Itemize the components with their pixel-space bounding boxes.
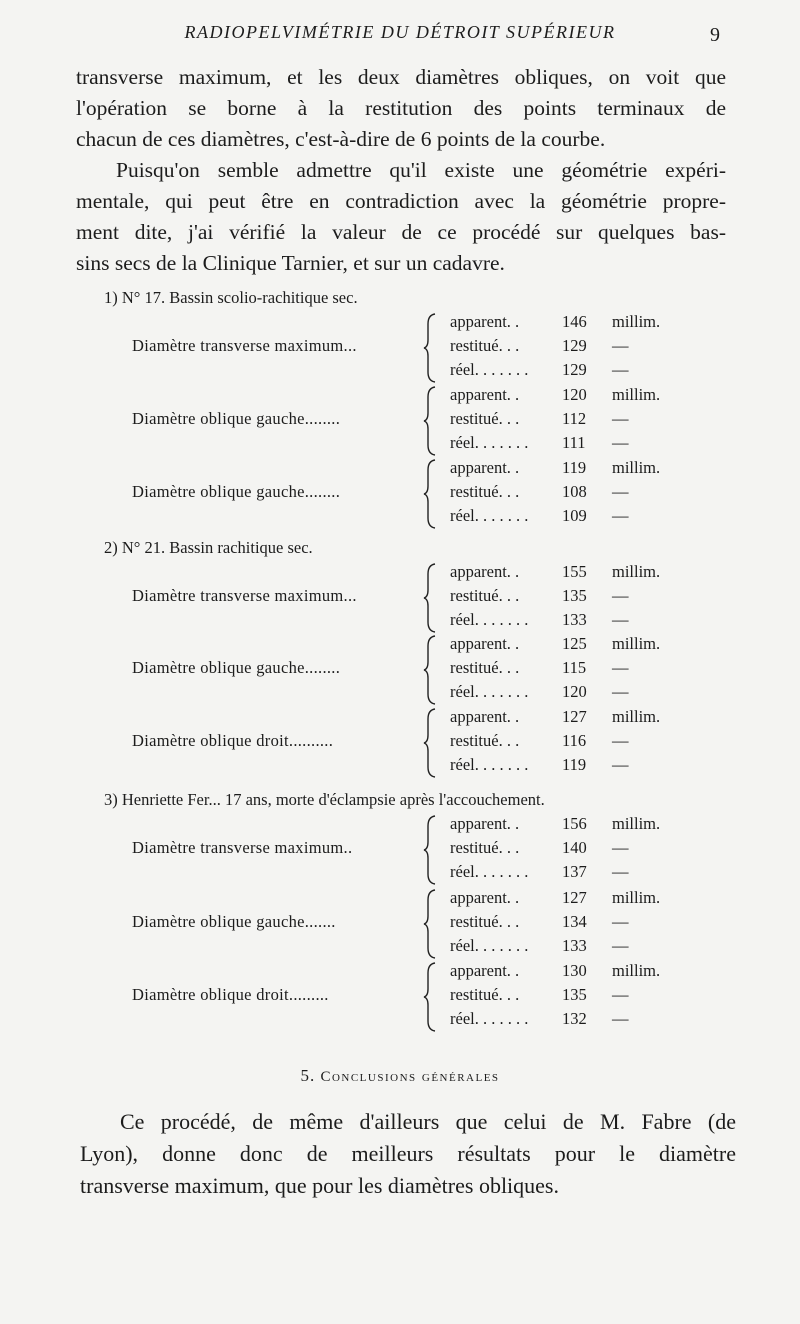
measure-unit: — <box>612 482 629 501</box>
measurement-row <box>100 888 740 962</box>
section-title: Conclusions générales <box>320 1069 500 1085</box>
measure-label: réel. . . . . . . <box>450 682 529 701</box>
measure-value: 146 <box>562 312 587 331</box>
measurement-row <box>100 458 740 532</box>
brace-glyph <box>422 634 438 706</box>
case-title: 2) N° 21. Bassin rachitique sec. <box>104 538 313 557</box>
conclusion-paragraph <box>80 1106 736 1202</box>
measure-unit: millim. <box>612 458 661 477</box>
diameter-label: Diamètre oblique droit......... <box>132 985 329 1004</box>
measure-unit: — <box>612 586 629 605</box>
measure-value: 155 <box>562 562 587 581</box>
measure-value: 133 <box>562 936 587 955</box>
measure-value: 130 <box>562 961 587 980</box>
text-line: mentale, qui peut être en contradiction avec la géométrie propre- <box>76 189 726 213</box>
measure-label: restitué. . . <box>450 912 520 931</box>
measure-label: restitué. . . <box>450 482 520 501</box>
diameter-label: Diamètre oblique gauche........ <box>132 658 341 677</box>
measure-unit: millim. <box>612 707 661 726</box>
measure-value: 111 <box>562 433 586 452</box>
measure-unit: — <box>612 862 629 881</box>
section-heading <box>0 1066 800 1086</box>
measure-unit: — <box>612 912 629 931</box>
measure-value: 127 <box>562 888 587 907</box>
text-line: Puisqu'on semble admettre qu'il existe une géométrie expéri- <box>116 158 726 182</box>
diameter-label: Diamètre transverse maximum... <box>132 336 357 355</box>
measure-unit: — <box>612 506 629 525</box>
measure-unit: — <box>612 985 629 1004</box>
measure-unit: — <box>612 658 629 677</box>
measure-label: apparent. . <box>450 385 520 404</box>
measure-unit: millim. <box>612 888 661 907</box>
text-line: Ce procédé, de même d'ailleurs que celui de M. Fabre (de <box>120 1109 736 1134</box>
measure-unit: millim. <box>612 385 661 404</box>
measure-unit: millim. <box>612 634 661 653</box>
page-number: 9 <box>710 24 720 46</box>
measure-value: 125 <box>562 634 587 653</box>
case-title: 1) N° 17. Bassin scolio-rachitique sec. <box>104 288 358 307</box>
measurement-row <box>100 562 740 636</box>
measure-unit: — <box>612 610 629 629</box>
brace-glyph <box>422 458 438 530</box>
measure-label: restitué. . . <box>450 731 520 750</box>
measure-label: réel. . . . . . . <box>450 755 529 774</box>
measure-label: réel. . . . . . . <box>450 610 529 629</box>
measure-unit: — <box>612 360 629 379</box>
measurement-row <box>100 385 740 459</box>
case-title: 3) Henriette Fer... 17 ans, morte d'éclampsie après l'accouchement. <box>104 790 545 809</box>
measure-unit: — <box>612 936 629 955</box>
measure-label: restitué. . . <box>450 838 520 857</box>
text-line: transverse maximum, et les deux diamètres obliques, on voit que <box>76 65 726 89</box>
measure-label: apparent. . <box>450 707 520 726</box>
measurement-row <box>100 707 740 781</box>
measure-unit: millim. <box>612 961 661 980</box>
measure-value: 156 <box>562 814 587 833</box>
measure-value: 133 <box>562 610 587 629</box>
diameter-label: Diamètre oblique droit.......... <box>132 731 334 750</box>
measure-unit: millim. <box>612 562 661 581</box>
text-line: transverse maximum, que pour les diamètres obliques. <box>80 1173 559 1198</box>
measure-label: apparent. . <box>450 562 520 581</box>
measure-unit: — <box>612 433 629 452</box>
diameter-label: Diamètre transverse maximum.. <box>132 838 353 857</box>
measure-label: apparent. . <box>450 814 520 833</box>
measure-value: 135 <box>562 586 587 605</box>
measure-value: 109 <box>562 506 587 525</box>
measure-label: restitué. . . <box>450 658 520 677</box>
measure-label: apparent. . <box>450 458 520 477</box>
measure-value: 116 <box>562 731 587 750</box>
measure-unit: — <box>612 838 629 857</box>
brace-glyph <box>422 707 438 779</box>
diameter-label: Diamètre oblique gauche....... <box>132 912 336 931</box>
measure-label: réel. . . . . . . <box>450 862 529 881</box>
brace-glyph <box>422 814 438 886</box>
measurement-row <box>100 961 740 1035</box>
intro-paragraph <box>76 62 726 279</box>
measure-value: 112 <box>562 409 587 428</box>
measure-label: restitué. . . <box>450 985 520 1004</box>
measurement-row <box>100 312 740 386</box>
brace-glyph <box>422 961 438 1033</box>
measure-value: 135 <box>562 985 587 1004</box>
measure-value: 119 <box>562 755 587 774</box>
brace-glyph <box>422 385 438 457</box>
measure-label: apparent. . <box>450 312 520 331</box>
running-head: RADIOPELVIMÉTRIE DU DÉTROIT SUPÉRIEUR <box>184 22 616 42</box>
measure-unit: millim. <box>612 312 661 331</box>
section-number: 5. <box>300 1066 316 1085</box>
measure-value: 120 <box>562 385 587 404</box>
brace-glyph <box>422 888 438 960</box>
measure-label: restitué. . . <box>450 409 520 428</box>
text-line: sins secs de la Clinique Tarnier, et sur un cadavre. <box>76 251 505 275</box>
brace-glyph <box>422 312 438 384</box>
measure-value: 129 <box>562 336 587 355</box>
measurement-row <box>100 814 740 888</box>
measure-unit: — <box>612 336 629 355</box>
measure-label: restitué. . . <box>450 336 520 355</box>
measure-value: 132 <box>562 1009 587 1028</box>
measure-value: 115 <box>562 658 587 677</box>
measure-value: 120 <box>562 682 587 701</box>
diameter-label: Diamètre transverse maximum... <box>132 586 357 605</box>
measure-unit: — <box>612 682 629 701</box>
measure-value: 127 <box>562 707 587 726</box>
measure-unit: — <box>612 1009 629 1028</box>
measure-label: apparent. . <box>450 961 520 980</box>
measure-value: 119 <box>562 458 587 477</box>
measure-label: réel. . . . . . . <box>450 506 529 525</box>
measure-label: réel. . . . . . . <box>450 936 529 955</box>
measure-value: 140 <box>562 838 587 857</box>
brace-glyph <box>422 562 438 634</box>
measure-unit: — <box>612 409 629 428</box>
measurement-row <box>100 634 740 708</box>
measure-label: apparent. . <box>450 888 520 907</box>
measure-label: réel. . . . . . . <box>450 1009 529 1028</box>
text-line: Lyon), donne donc de meilleurs résultats pour le diamètre <box>80 1141 736 1166</box>
text-line: l'opération se borne à la restitution des points terminaux de <box>76 96 726 120</box>
text-line: ment dite, j'ai vérifié la valeur de ce procédé sur quelques bas- <box>76 220 726 244</box>
measure-value: 108 <box>562 482 587 501</box>
measure-value: 134 <box>562 912 587 931</box>
measure-label: réel. . . . . . . <box>450 433 529 452</box>
measure-unit: millim. <box>612 814 661 833</box>
measure-value: 129 <box>562 360 587 379</box>
measure-label: apparent. . <box>450 634 520 653</box>
measure-value: 137 <box>562 862 587 881</box>
measure-unit: — <box>612 731 629 750</box>
diameter-label: Diamètre oblique gauche........ <box>132 409 341 428</box>
measure-label: réel. . . . . . . <box>450 360 529 379</box>
diameter-label: Diamètre oblique gauche........ <box>132 482 341 501</box>
measure-label: restitué. . . <box>450 586 520 605</box>
measure-unit: — <box>612 755 629 774</box>
text-line: chacun de ces diamètres, c'est-à-dire de 6 points de la courbe. <box>76 127 606 151</box>
